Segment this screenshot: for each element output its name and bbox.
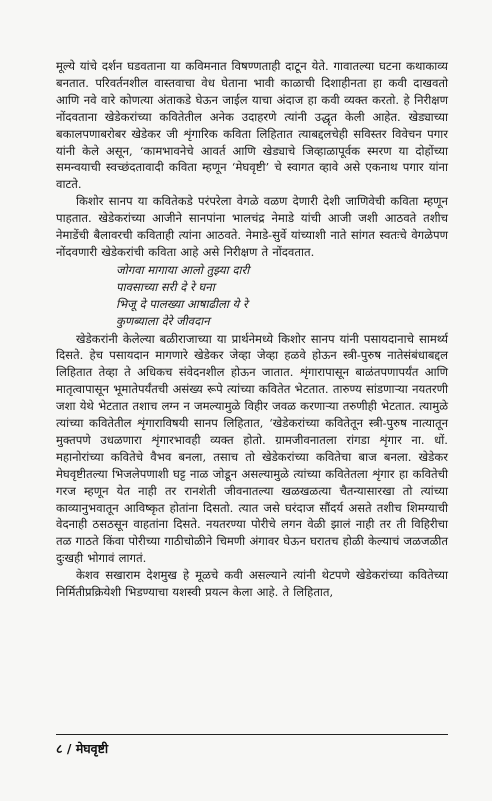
paragraph-1: मूल्ये यांचे दर्शन घडवताना या कविमनात विषण्णताही दाटून येते. गावातल्या घटना कथाकाव्य बनतात. परिवर्तनशील वास्तवाचा वेध घेताना भावी काळाची दिशाहीनता हा कवी दाखवतो आणि नवे वारे कोणत्या अंताकडे घेऊन जाईल याचा अंदाज हा कवी व्यक्त करतो. हे निरीक्षण नोंदवताना खेडेकरांच्या कवितेतील अनेक उदाहरणे त्यांनी उद्धृत केली आहेत. खेड्याच्या बकालपणाबरोबर खेडेकर जी शृंगारिक कविता लिहितात त्याबद्दलचेही सविस्तर विवेचन पगार यांनी केले असून, ‘कामभावनेचे आवर्त आणि खेड्याचे जिव्हाळापूर्वक स्मरण या दोहोंच्या समन्वयाची स्वच्छंदतावादी कविता म्हणून ‘मेघवृष्टी’ चे स्वागत व्हावे असे एकनाथ पगार यांना वाटते. bbox=[56, 59, 448, 192]
book-title: मेघवृष्टी bbox=[75, 741, 109, 756]
paragraph-2: किशोर सानप या कवितेकडे परंपरेला वेगळे वळण देणारी देशी जाणिवेची कविता म्हणून पाहतात. खेडेकरांच्या आजीने सानपांना भालचंद्र नेमाडे यांची आजी जशी आठवते तशीच नेमाडेंची बैलावरची कविताही त्यांना आठवते. नेमाडे-सुर्वे यांच्याशी नाते सांगत स्वतःचे वेगळेपण नोंदवणारी खेडेकरांची कविता आहे असे निरीक्षण ते नोंदवतात. bbox=[56, 194, 448, 259]
poem-line-3: भिजू दे पालख्या आषाढीला ये रे bbox=[116, 296, 248, 311]
paragraph-3: खेडेकरांनी केलेल्या बळीराजाच्या या प्रार्थनेमध्ये किशोर सानप यांनी पसायदानाचे सामर्थ्य दिसते. हेच पसायदान मागणारे खेडेकर जेव्हा जेव्हा हळवे होऊन स्त्री-पुरुष नातेसंबंधाबद्दल लिहितात तेव्हा ते अधिकच संवेदनशील होऊन जातात. शृंगारापासून बाळंतपणापर्यंत आणि मातृत्वापासून भूमातेपर्यंतची असंख्य रूपे त्यांच्या कवितेत भेटतात. तारुण्य सांडणाऱ्या नयतरणी जशा येथे भेटतात तशाच लग्न न जमल्यामुळे विहीर जवळ करणाऱ्या तरुणीही भेटतात. त्यामुळे त्यांच्या कवितेतील शृंगाराविषयी सानप लिहितात, ‘खेडेकरांच्या कवितेतून स्त्री-पुरुष नात्यातून मुक्तपणे उधळणारा शृंगारभावही व्यक्त होतो. ग्रामजीवनातला रांगडा शृंगार ना. धों. महानोरांच्या कवितेचे वैभव बनला, तसाच तो खेडेकरांच्या कवितेचा बाज बनला. खेडेकर मेघवृष्टीतल्या भिजलेपणाशी घट्ट नाळ जोडून असल्यामुळे त्यांच्या कवितेतला शृंगार हा कवितेची गरज म्हणून येत नाही तर रानशेती जीवनातल्या खळखळत्या चैतन्यासारखा तो त्यांच्या काव्यानुभवातून आविष्कृत होतांना दिसतो. त्यात जसे घरंदाज सौंदर्य असते तशीच शिमग्याची वेदनाही ठसठसून वाहतांना दिसते. नयतरण्या पोरीचे लगन वेळी झालं नाही तर ती विहिरीचा तळ गाठते किंवा पोरीच्या गाठीचोळीने चिमणी अंगावर घेऊन घरातच होळी केल्याचं जळजळीत दुःखही भोगावं लागतं. bbox=[56, 331, 448, 566]
page-number: ८ bbox=[56, 741, 63, 756]
footer-separator: / bbox=[66, 741, 72, 756]
page-body bbox=[56, 58, 448, 601]
poem-line-4: कुणब्याला देरे जीवदान bbox=[116, 313, 210, 328]
poem-quote bbox=[116, 262, 448, 330]
paragraph-4: केशव सखाराम देशमुख हे मूळचे कवी असल्याने त्यांनी थेटपणे खेडेकरांच्या कवितेच्या निर्मितीप्रक्रियेशी भिडण्याचा यशस्वी प्रयत्न केला आहे. ते लिहितात, bbox=[56, 568, 448, 600]
page-footer bbox=[56, 740, 108, 757]
poem-line-1: जोगवा मागाया आलो तुझ्या दारी bbox=[116, 262, 250, 277]
poem-line-2: पावसाच्या सरी दे रे घना bbox=[116, 279, 215, 294]
footer-divider bbox=[56, 734, 448, 735]
